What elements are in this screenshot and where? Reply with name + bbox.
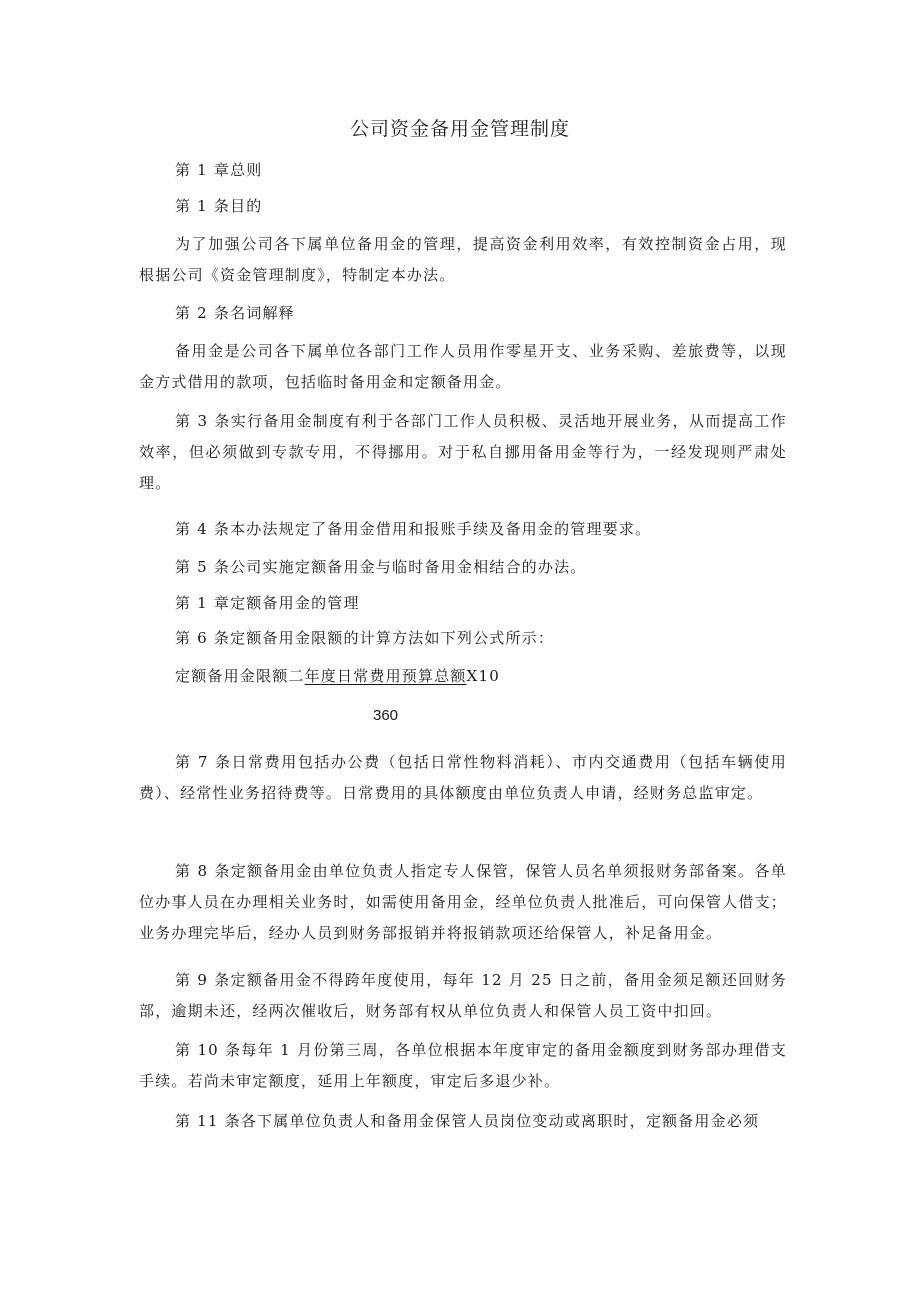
- formula-numerator: 年度日常费用预算总额: [304, 667, 467, 685]
- article-4-body: 第 4 条本办法规定了备用金借用和报账手续及备用金的管理要求。: [175, 520, 652, 538]
- article-10-body: 第 10 条每年 1 月份第三周，各单位根据本年度审定的备用金额度到财务部办理借支手续。若尚未审定额度，延用上年额度，审定后多退少补。: [139, 1041, 787, 1090]
- article-8-body: 第 8 条定额备用金由单位负责人指定专人保管，保管人员名单须报财务部备案。各单位办事人员在办理相关业务时，如需使用备用金，经单位负责人批准后，可向保管人借支；业务办理完毕后，经办人员到财务部报销并将报销款项还给保管人，补足备用金。: [139, 862, 788, 942]
- quota-formula: [175, 661, 500, 692]
- article-7-body: 第 7 条日常费用包括办公费（包括日常性物料消耗）、市内交通费用（包括车辆使用费）、经常性业务招待费等。日常费用的具体额度由单位负责人申请，经财务总监审定。: [139, 753, 787, 802]
- formula-multiplier: X10: [466, 667, 500, 685]
- article-1-body: 为了加强公司各下属单位备用金的管理，提高资金利用效率，有效控制资金占用，现根据公司《资金管理制度》，特制定本办法。: [139, 235, 787, 284]
- article-3-body: 第 3 条实行备用金制度有利于各部门工作人员积极、灵活地开展业务，从而提高工作效率，但必须做到专款专用，不得挪用。对于私自挪用备用金等行为，一经发现则严肃处理。: [139, 412, 787, 492]
- article-2-heading: 第 2 条名词解释: [175, 304, 295, 322]
- article-6-body: 第 6 条定额备用金限额的计算方法如下列公式所示：: [175, 629, 555, 647]
- formula-prefix: 定额备用金限额二: [175, 667, 305, 685]
- article-5-body: 第 5 条公司实施定额备用金与临时备用金相结合的办法。: [175, 558, 587, 576]
- article-9-body: 第 9 条定额备用金不得跨年度使用，每年 12 月 25 日之前，备用金须足额还回财务部，逾期未还，经两次催收后，财务部有权从单位负责人和保管人员工资中扣回。: [139, 971, 787, 1020]
- article-11-body: 第 11 条各下属单位负责人和备用金保管人员岗位变动或离职时，定额备用金必须: [175, 1112, 760, 1130]
- formula-denominator: 360: [373, 707, 399, 724]
- article-1-heading: 第 1 条目的: [175, 197, 263, 215]
- article-2-body: 备用金是公司各下属单位各部门工作人员用作零星开支、业务采购、差旅费等，以现金方式借用的款项，包括临时备用金和定额备用金。: [139, 342, 787, 391]
- document-title: 公司资金备用金管理制度: [349, 118, 570, 140]
- chapter-1-quota-heading: 第 1 章定额备用金的管理: [175, 594, 360, 612]
- chapter-1-heading: 第 1 章总则: [175, 161, 263, 179]
